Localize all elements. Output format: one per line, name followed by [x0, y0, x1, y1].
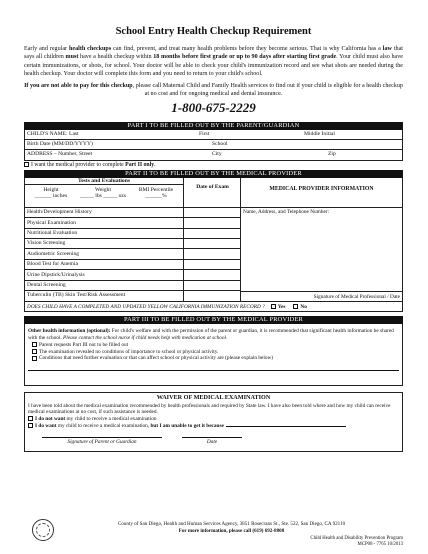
immunization-question-row	[24, 302, 403, 312]
part2-section	[24, 170, 403, 313]
part1-address-row[interactable]	[25, 150, 402, 160]
test-row-date[interactable]	[183, 208, 240, 217]
part2-only-option[interactable]: I want the medical provider to complete Part II only.	[24, 162, 403, 170]
test-rows	[25, 208, 240, 302]
part1-name-row[interactable]	[25, 130, 402, 140]
test-row-date[interactable]	[183, 281, 240, 290]
phone-number[interactable]: 1-800-675-2229	[171, 99, 256, 115]
part3-option-checkbox[interactable]	[32, 356, 37, 361]
footer	[60, 521, 403, 534]
test-row-date[interactable]	[183, 239, 240, 248]
waiver-title: WAIVER OF MEDICAL EXAMINATION	[156, 394, 271, 402]
zip-field[interactable]: Zip	[328, 150, 336, 157]
explain-line[interactable]	[28, 365, 399, 371]
waiver-text: I have been told about the medical examination recommended by health professionals and required by State law. I have also been told where and how my child can receive medical examinations at no cost, if such assistance is needed.	[28, 402, 391, 416]
part1-birth-row[interactable]	[25, 140, 402, 150]
part3-section	[24, 316, 403, 386]
part3-options	[28, 342, 399, 362]
footer-phone: For more information, please call (619) 692-8808	[178, 527, 285, 534]
school-field[interactable]: School	[212, 140, 228, 147]
address-field[interactable]: ADDRESS – Number, Street	[27, 150, 93, 157]
provider-signature-field[interactable]: Signature of Medical Professional / Date	[241, 291, 402, 301]
part3-box	[24, 324, 403, 386]
test-row-date[interactable]	[183, 249, 240, 258]
county-seal-icon	[32, 519, 54, 541]
test-row[interactable]	[25, 270, 240, 280]
page-title: School Entry Health Checkup Requirement	[115, 26, 312, 37]
intro-paragraph: Early and regular health checkups can find, prevent, and treat many health problems before they become serious. That is why California has a law that says all children must have a health checkup within 18 months before first grade or up to 90 days after starting first grade. Your child must also have certain immunizations, or shots, for school. Your doctor will be able to check your child's immunization record and see what shots are needed during the health checkup. Your doctor will complete this form and you need to return to your child's school.	[24, 46, 403, 77]
test-row[interactable]	[25, 291, 240, 301]
part2-header: PART II TO BE FILLED OUT BY THE MEDICAL PROVIDER	[24, 170, 403, 178]
test-row-label: Nutritional Evaluation	[27, 230, 78, 237]
part3-header: PART III TO BE FILLED OUT BY THE MEDICAL PROVIDER	[24, 316, 403, 324]
test-row-date[interactable]	[183, 291, 240, 301]
tests-header-block	[25, 178, 240, 208]
part2-table	[24, 178, 403, 303]
footer-form-number: MCP08 - 7765 10/2013	[357, 542, 403, 547]
reason-line[interactable]	[226, 426, 346, 427]
test-row[interactable]	[25, 208, 240, 218]
test-row[interactable]	[25, 249, 240, 259]
footer-program: Child Health and Disability Prevention Program	[310, 536, 403, 541]
test-row[interactable]	[25, 218, 240, 228]
want-unable-checkbox[interactable]	[28, 423, 33, 428]
childs-first-name-field[interactable]: First	[199, 130, 210, 137]
part1-header: PART I TO BE FILLED OUT BY THE PARENT/GUARDIAN	[24, 122, 403, 130]
footer-form-info	[310, 536, 403, 548]
test-row-label: Blood Test for Anemia	[27, 261, 78, 268]
yes-checkbox[interactable]	[271, 304, 276, 309]
test-row-label: Dental Screening	[27, 282, 66, 289]
test-row-label: Urine Dipstick/Urinalysis	[27, 271, 85, 278]
city-field[interactable]: City	[212, 150, 222, 157]
waiver-opt-not-want[interactable]: I do not want my child to receive a medical examination	[28, 416, 399, 423]
height-field[interactable]: Height ______ inches	[34, 186, 68, 199]
birth-date-field[interactable]: Birth Date (MM/DD/YYYY)	[27, 140, 93, 147]
test-row-label: Health/Development History	[27, 209, 92, 216]
immunization-yes-option[interactable]: Yes	[271, 304, 286, 310]
other-health-info: Other health information (optional): For child's welfare and with the permission of the parent or guardian, it is recommended that significant health information be shared with the school. Please contact the school nurse if child needs help with medication at school.	[28, 328, 394, 342]
part3-option-checkbox[interactable]	[32, 349, 37, 354]
footer-address: County of San Diego, Health and Human Services Agency, 3851 Rosecrans St., Ste. 522, San Diego, CA 92110	[117, 521, 346, 527]
tests-evaluations-header: Tests and Evaluations	[25, 178, 183, 185]
part3-option[interactable]: Conditions that need further evaluation or that can affect school or physical activity are (please explain below)	[32, 355, 399, 362]
bmi-field[interactable]: BMI Percentile ______%	[138, 186, 174, 199]
test-row-label: Audiometric Screening	[27, 250, 80, 257]
childs-middle-initial-field[interactable]: Middle Initial	[304, 130, 335, 137]
part1-table	[24, 130, 403, 161]
test-row-date[interactable]	[183, 218, 240, 227]
test-row[interactable]	[25, 239, 240, 249]
provider-column	[241, 178, 402, 302]
payment-help-paragraph: If you are not able to pay for this checkup, please call Maternal Child and Family Health services to find out if your child is eligible for a health checkup at no cost and for ongoing medical and dental insurance.	[24, 83, 403, 98]
test-row-label: Vision Screening	[27, 240, 66, 247]
test-row-label: Tuberculin (TB) Skin Test/Risk Assessment	[27, 292, 126, 299]
immunization-no-option[interactable]: No	[293, 304, 306, 310]
part3-option-checkbox[interactable]	[32, 342, 37, 347]
childs-last-name-field[interactable]: CHILD'S NAME: Last	[27, 130, 79, 137]
part2-only-checkbox[interactable]	[24, 162, 29, 167]
test-row-date[interactable]	[183, 260, 240, 269]
parent-signature-field[interactable]: Signature of Parent or Guardian	[42, 437, 162, 446]
part3-option[interactable]: The examination revealed no conditions of importance to school or physical activity.	[32, 349, 399, 356]
not-want-checkbox[interactable]	[28, 416, 33, 421]
waiver-section	[24, 392, 403, 452]
waiver-opt-want-unable[interactable]: I do want my child to receive a medical examination, but I am unable to get it because	[28, 423, 399, 430]
provider-info-header: MEDICAL PROVIDER INFORMATION	[241, 178, 402, 208]
provider-name-address-label: Name, Address, and Telephone Number:	[243, 208, 330, 215]
parent-date-field[interactable]: Date	[182, 437, 242, 446]
date-of-exam-header: Date of Exam	[183, 178, 241, 208]
test-row[interactable]	[25, 281, 240, 291]
test-row-date[interactable]	[183, 229, 240, 238]
immunization-question: DOES CHILD HAVE A COMPLETED AND UPDATED YELLOW CALIFORNIA IMMUNIZATION RECORD ?	[27, 303, 265, 310]
test-row[interactable]	[25, 229, 240, 239]
test-row[interactable]	[25, 260, 240, 270]
tests-column	[25, 178, 241, 302]
test-row-label: Physical Examination	[27, 219, 76, 226]
part1-section	[24, 122, 403, 170]
no-checkbox[interactable]	[293, 304, 298, 309]
test-row-date[interactable]	[183, 270, 240, 279]
weight-field[interactable]: Weight _____ lbs _____ ozs	[79, 186, 127, 199]
part3-option[interactable]: Parent requests Part III not to be filled out	[32, 342, 399, 349]
